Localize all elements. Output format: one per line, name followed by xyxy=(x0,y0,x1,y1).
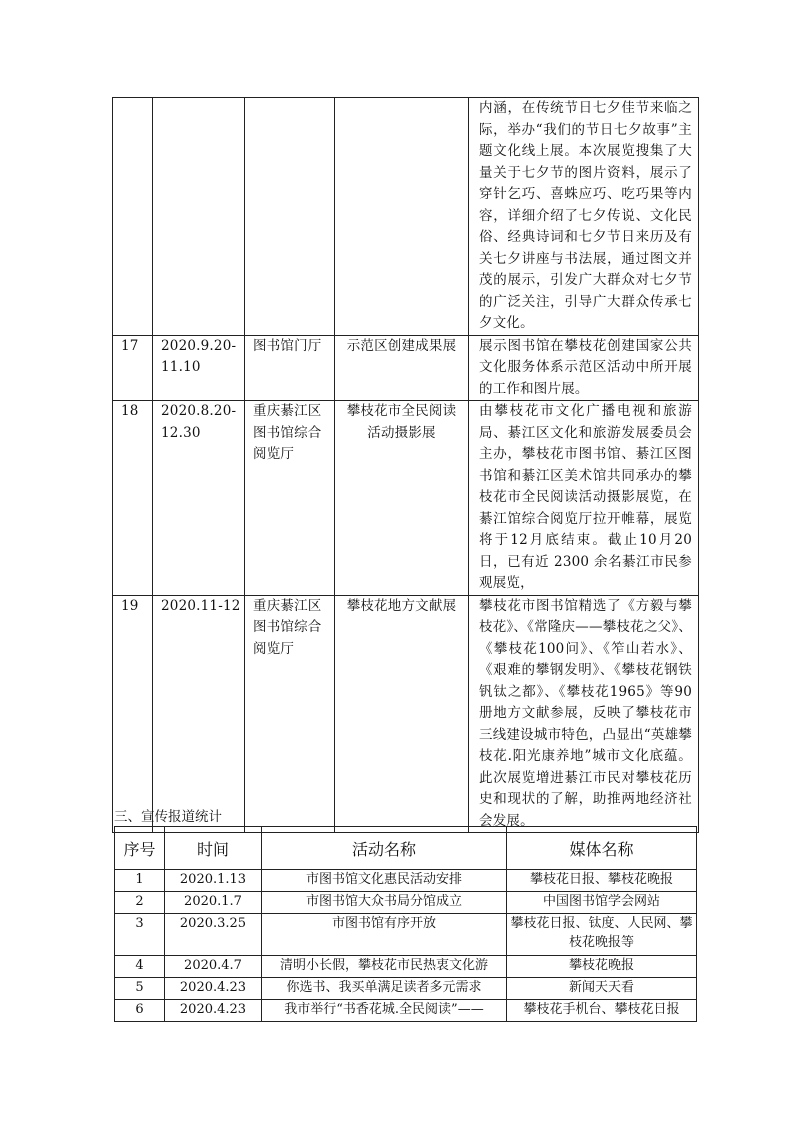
table-row xyxy=(113,595,699,833)
row-number: 2 xyxy=(115,892,165,914)
column-header-media: 媒体名称 xyxy=(507,827,697,870)
table-row xyxy=(115,956,697,978)
exhibition-date: 2020.11-12 xyxy=(153,595,245,833)
exhibition-place: 图书馆门厅 xyxy=(245,335,335,401)
row-number: 4 xyxy=(115,956,165,978)
row-number: 3 xyxy=(115,914,165,956)
column-header-activity: 活动名称 xyxy=(262,827,507,870)
section-heading: 三、宣传报道统计 xyxy=(114,809,222,825)
exhibition-name: 示范区创建成果展 xyxy=(335,335,469,401)
report-date: 2020.3.25 xyxy=(165,914,262,956)
report-date: 2020.4.7 xyxy=(165,956,262,978)
media-name: 攀枝花手机台、攀枝花日报 xyxy=(507,1000,697,1022)
row-number xyxy=(113,98,153,336)
exhibition-place: 重庆綦江区图书馆综合阅览厅 xyxy=(245,401,335,596)
exhibition-description: 展示图书馆在攀枝花创建国家公共文化服务体系示范区活动中所开展的工作和图片展。 xyxy=(469,335,699,401)
activity-name: 你选书、我买单满足读者多元需求 xyxy=(262,978,507,1000)
row-number: 6 xyxy=(115,1000,165,1022)
report-date: 2020.1.7 xyxy=(165,892,262,914)
exhibition-date: 2020.9.20-11.10 xyxy=(153,335,245,401)
exhibition-date: 2020.8.20-12.30 xyxy=(153,401,245,596)
media-name: 攀枝花晚报 xyxy=(507,956,697,978)
table-row xyxy=(113,401,699,596)
exhibition-description: 内涵，在传统节日七夕佳节来临之际，举办“我们的节日七夕故事”主题文化线上展。本次展览搜集了大量关于七夕节的图片资料，展示了穿针乞巧、喜蛛应巧、吃巧果等内容，详细介绍了七夕传说、文化民俗、经典诗词和七夕节日来历及有关七夕讲座与书法展，通过图文并茂的展示，引发广大群众对七夕节的广泛关注，引导广大群众传承七夕文化。 xyxy=(469,98,699,336)
media-name: 中国图书馆学会网站 xyxy=(507,892,697,914)
table-header-row xyxy=(115,827,697,870)
media-name: 新闻天天看 xyxy=(507,978,697,1000)
exhibition-date xyxy=(153,98,245,336)
exhibition-name: 攀枝花市全民阅读活动摄影展 xyxy=(335,401,469,596)
table-row xyxy=(115,892,697,914)
activity-name: 市图书馆文化惠民活动安排 xyxy=(262,870,507,892)
column-header-number: 序号 xyxy=(115,827,165,870)
activity-name: 市图书馆大众书局分馆成立 xyxy=(262,892,507,914)
exhibition-place xyxy=(245,98,335,336)
exhibition-description: 由攀枝花市文化广播电视和旅游局、綦江区文化和旅游发展委员会主办，攀枝花市图书馆、綦江区图书馆和綦江区美术馆共同承办的攀枝花市全民阅读活动摄影展览，在綦江馆综合阅览厅拉开帷幕，展览将于12月底结束。截止10月20日，已有近 2300 余名綦江市民参观展览， xyxy=(469,401,699,596)
media-name: 攀枝花日报、钛度、人民网、攀枝花晚报等 xyxy=(507,914,697,956)
table-row xyxy=(115,978,697,1000)
table-row xyxy=(115,1000,697,1022)
row-number: 19 xyxy=(113,595,153,833)
exhibition-description: 攀枝花市图书馆精选了《方毅与攀枝花》、《常隆庆——攀枝花之父》、《攀枝花100问》、《笮山若水》、《艰难的攀钢发明》、《攀枝花钢铁钒钛之都》、《攀枝花1965》等90册地方文献参展，反映了攀枝花市三线建设城市特色，凸显出“英雄攀枝花.阳光康养地”城市文化底蕴。此次展览增进綦江市民对攀枝花历史和现状的了解，助推两地经济社会发展。 xyxy=(469,595,699,833)
column-header-time: 时间 xyxy=(165,827,262,870)
exhibition-name xyxy=(335,98,469,336)
exhibition-place: 重庆綦江区图书馆综合阅览厅 xyxy=(245,595,335,833)
activity-name: 市图书馆有序开放 xyxy=(262,914,507,956)
activity-name: 我市举行“书香花城.全民阅读”—— xyxy=(262,1000,507,1022)
publicity-table xyxy=(114,826,697,1022)
row-number: 18 xyxy=(113,401,153,596)
row-number: 5 xyxy=(115,978,165,1000)
table-row xyxy=(115,914,697,956)
table-row xyxy=(113,335,699,401)
exhibition-name: 攀枝花地方文献展 xyxy=(335,595,469,833)
table-row xyxy=(115,870,697,892)
report-date: 2020.4.23 xyxy=(165,1000,262,1022)
row-number: 1 xyxy=(115,870,165,892)
report-date: 2020.1.13 xyxy=(165,870,262,892)
row-number: 17 xyxy=(113,335,153,401)
table-row xyxy=(113,98,699,336)
report-date: 2020.4.23 xyxy=(165,978,262,1000)
activity-name: 清明小长假，攀枝花市民热衷文化游 xyxy=(262,956,507,978)
exhibition-table xyxy=(112,97,699,833)
media-name: 攀枝花日报、攀枝花晚报 xyxy=(507,870,697,892)
